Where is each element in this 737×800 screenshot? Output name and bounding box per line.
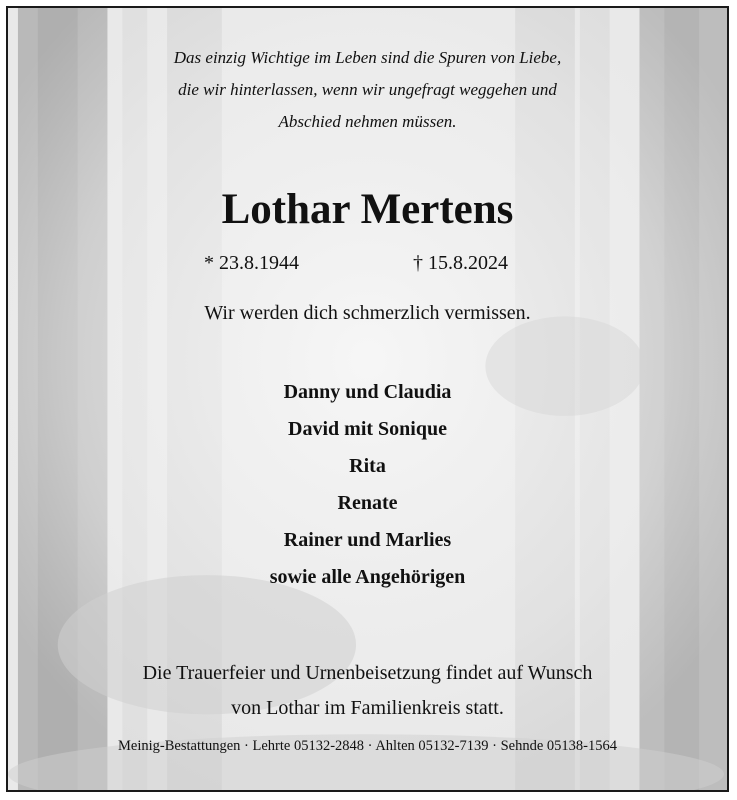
quote-line: die wir hinterlassen, wenn wir ungefragt weggehen und: [178, 80, 557, 99]
funeral-home-contact: Meinig-Bestattungen · Lehrte 05132-2848 · Ahlten 05132-7139 · Sehnde 05138-1564: [118, 738, 617, 754]
deceased-name: Lothar Mertens: [221, 186, 514, 233]
mourner-entry: Renate: [337, 492, 398, 514]
quote-line: Das einzig Wichtige im Leben sind die Spuren von Liebe,: [173, 48, 562, 67]
death-date: † 15.8.2024: [413, 252, 508, 274]
birth-date: * 23.8.1944: [204, 252, 299, 274]
mourner-entry: Rita: [349, 455, 386, 477]
obituary-frame: [6, 6, 729, 792]
ceremony-notice: [8, 656, 727, 726]
quote-line: Abschied nehmen müssen.: [278, 112, 457, 131]
ceremony-line: von Lothar im Familienkreis statt.: [231, 697, 504, 719]
mourner-entry: Rainer und Marlies: [283, 529, 452, 551]
farewell-message: Wir werden dich schmerzlich vermissen.: [204, 302, 531, 324]
ceremony-line: Die Trauerfeier und Urnenbeisetzung findet auf Wunsch: [142, 662, 593, 684]
mourner-entry: David mit Sonique: [288, 418, 447, 440]
mourner-entry: sowie alle Angehörigen: [269, 566, 466, 588]
obituary-content: [8, 8, 727, 790]
mourners-list: [8, 374, 727, 596]
mourner-entry: Danny und Claudia: [283, 381, 452, 403]
memorial-quote: [8, 42, 727, 138]
